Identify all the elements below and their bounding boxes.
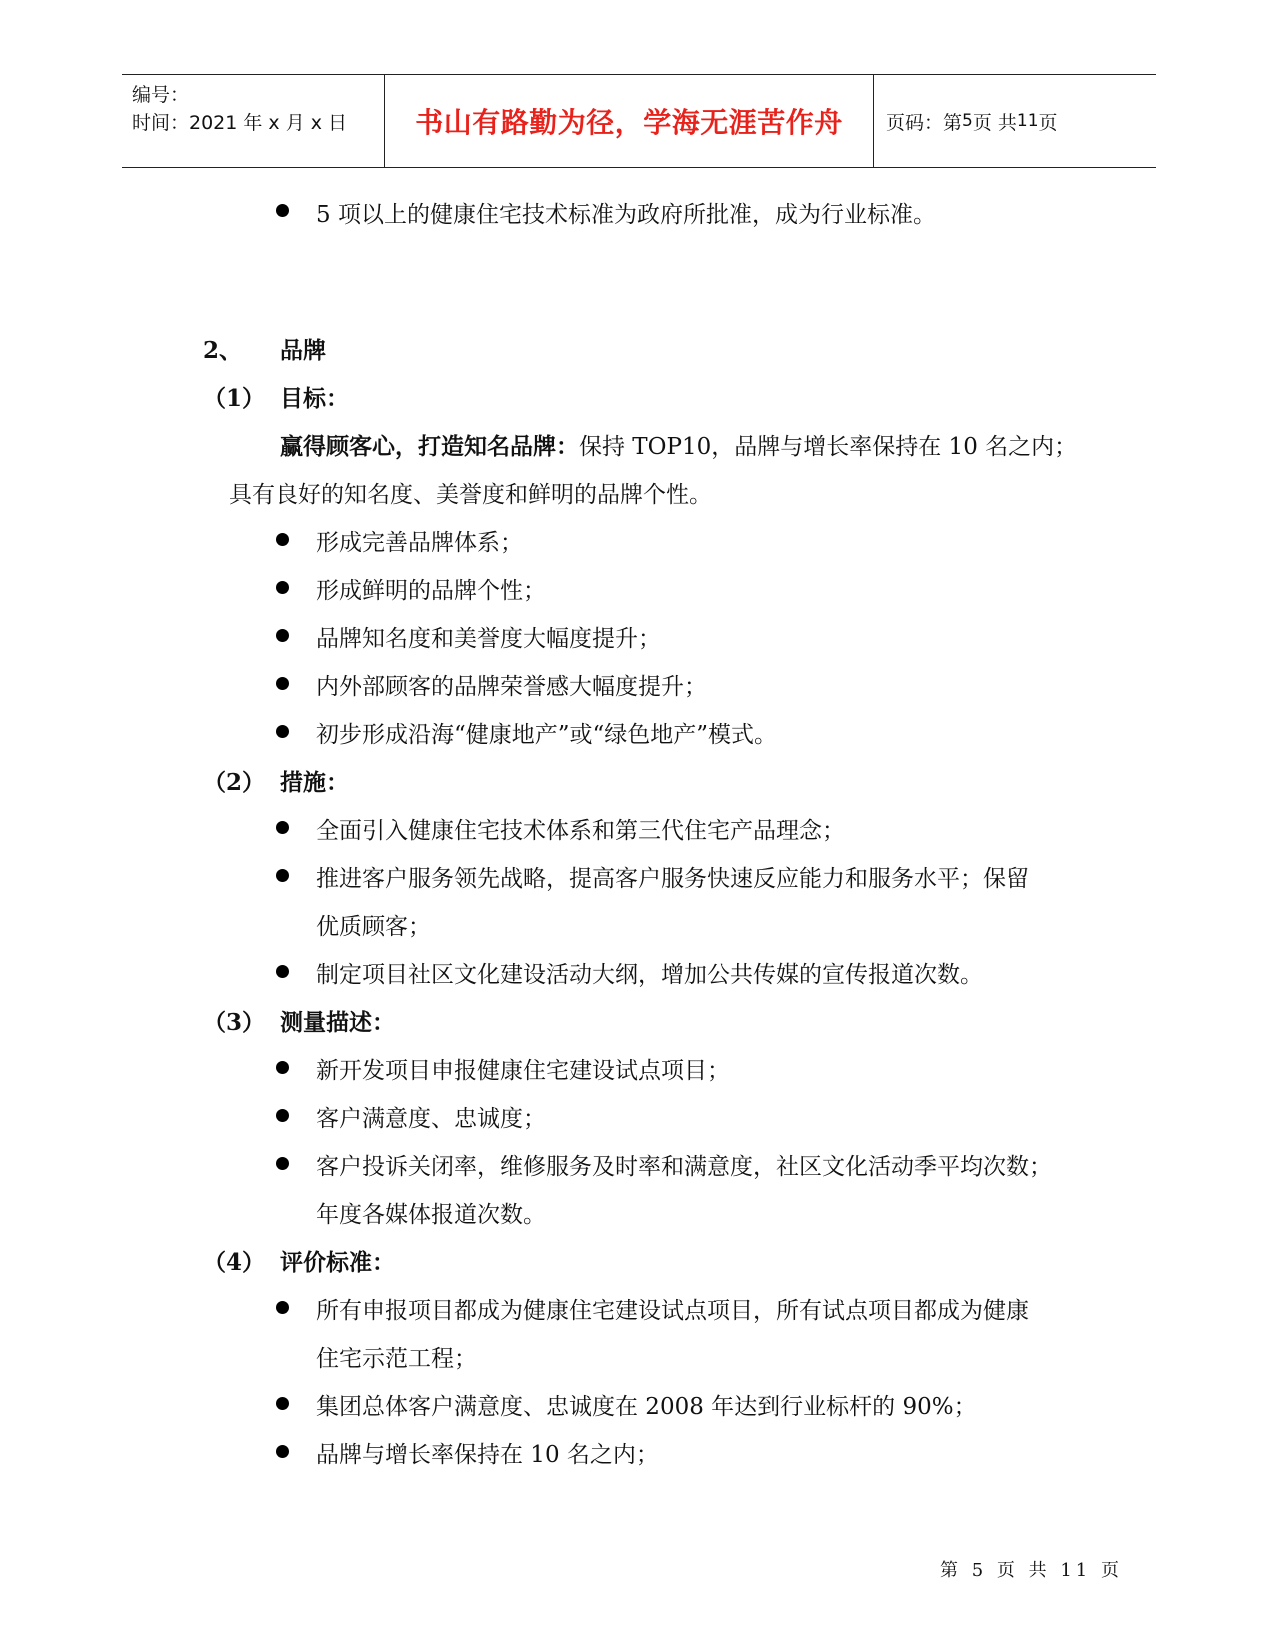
- page-footer: 第 5 页 共 11 页: [940, 1560, 1123, 1581]
- bullet-dot: [276, 677, 289, 690]
- measure-desc-bullet: 新开发项目申报健康住宅建设试点项目；: [316, 1058, 730, 1084]
- bullet-dot: [276, 1157, 289, 1170]
- bullet-dot: [276, 821, 289, 834]
- bullet-dot: [276, 1061, 289, 1074]
- subsection-4-title: 评价标准：: [280, 1249, 395, 1276]
- eval-bullet: 品牌与增长率保持在 10 名之内；: [316, 1442, 659, 1468]
- goal-paragraph-line2: 具有良好的知名度、美誉度和鲜明的品牌个性。: [229, 482, 712, 508]
- goal-bullet: 形成完善品牌体系；: [316, 530, 523, 556]
- section-number: 2、: [203, 337, 243, 364]
- goal-bullet: 形成鲜明的品牌个性；: [316, 578, 546, 604]
- goal-bullet: 内外部顾客的品牌荣誉感大幅度提升；: [316, 674, 707, 700]
- measure-desc-bullet: 客户满意度、忠诚度；: [316, 1106, 546, 1132]
- bullet-dot: [276, 1445, 289, 1458]
- measure-desc-continuation: 年度各媒体报道次数。: [316, 1202, 546, 1228]
- bullet-dot: [276, 1397, 289, 1410]
- goal-rest: 保持 TOP10，品牌与增长率保持在 10 名之内；: [579, 434, 1078, 460]
- subsection-3-number: （3）: [203, 1009, 266, 1036]
- page-mid: 页 共: [972, 111, 1017, 134]
- measure-bullet: 全面引入健康住宅技术体系和第三代住宅产品理念；: [316, 818, 845, 844]
- document-time: 时间：2021 年 x 月 x 日: [132, 112, 348, 134]
- measure-bullet-continuation: 优质顾客；: [316, 914, 431, 940]
- eval-bullet: 所有申报项目都成为健康住宅建设试点项目，所有试点项目都成为健康: [316, 1298, 1029, 1324]
- subsection-1-number: （1）: [203, 385, 266, 412]
- bullet-dot: [276, 725, 289, 738]
- header-meta: [122, 75, 385, 167]
- bullet-dot: [276, 965, 289, 978]
- measure-bullet: 推进客户服务领先战略，提高客户服务快速反应能力和服务水平；保留: [316, 866, 1029, 892]
- intro-bullet-text: 5 项以上的健康住宅技术标准为政府所批准，成为行业标准。: [316, 202, 936, 228]
- goal-bullet: 初步形成沿海“健康地产”或“绿色地产”模式。: [316, 722, 778, 748]
- bullet-dot: [276, 204, 289, 217]
- subsection-2-title: 措施：: [280, 769, 349, 796]
- subsection-1-title: 目标：: [280, 385, 349, 412]
- goal-paragraph: [280, 428, 1077, 461]
- page-prefix: 页码：第: [886, 111, 963, 134]
- eval-bullet-continuation: 住宅示范工程；: [316, 1346, 477, 1372]
- measure-desc-bullet: 客户投诉关闭率，维修服务及时率和满意度，社区文化活动季平均次数；: [316, 1154, 1052, 1180]
- document-number-label: 编号：: [132, 84, 190, 106]
- bullet-dot: [276, 581, 289, 594]
- header-motto: 书山有路勤为径，学海无涯苦作舟: [415, 106, 843, 139]
- subsection-2-number: （2）: [203, 769, 266, 796]
- bullet-dot: [276, 1301, 289, 1314]
- header-page-info: [874, 75, 1156, 167]
- subsection-4-number: （4）: [203, 1249, 266, 1276]
- header-motto-cell: [385, 75, 874, 167]
- goal-bullet: 品牌知名度和美誉度大幅度提升；: [316, 626, 661, 652]
- bullet-dot: [276, 629, 289, 642]
- bullet-dot: [276, 869, 289, 882]
- section-title: 品牌: [280, 337, 326, 364]
- measure-bullet: 制定项目社区文化建设活动大纲，增加公共传媒的宣传报道次数。: [316, 962, 983, 988]
- goal-bold: 赢得顾客心，打造知名品牌：: [280, 433, 579, 460]
- bullet-dot: [276, 533, 289, 546]
- page-current: 5: [962, 111, 973, 131]
- page-suffix: 页: [1038, 111, 1058, 134]
- subsection-3-title: 测量描述：: [280, 1009, 395, 1036]
- eval-bullet: 集团总体客户满意度、忠诚度在 2008 年达到行业标杆的 90%；: [316, 1394, 977, 1420]
- page-total: 11: [1016, 111, 1039, 131]
- bullet-dot: [276, 1109, 289, 1122]
- page-header: [122, 74, 1156, 168]
